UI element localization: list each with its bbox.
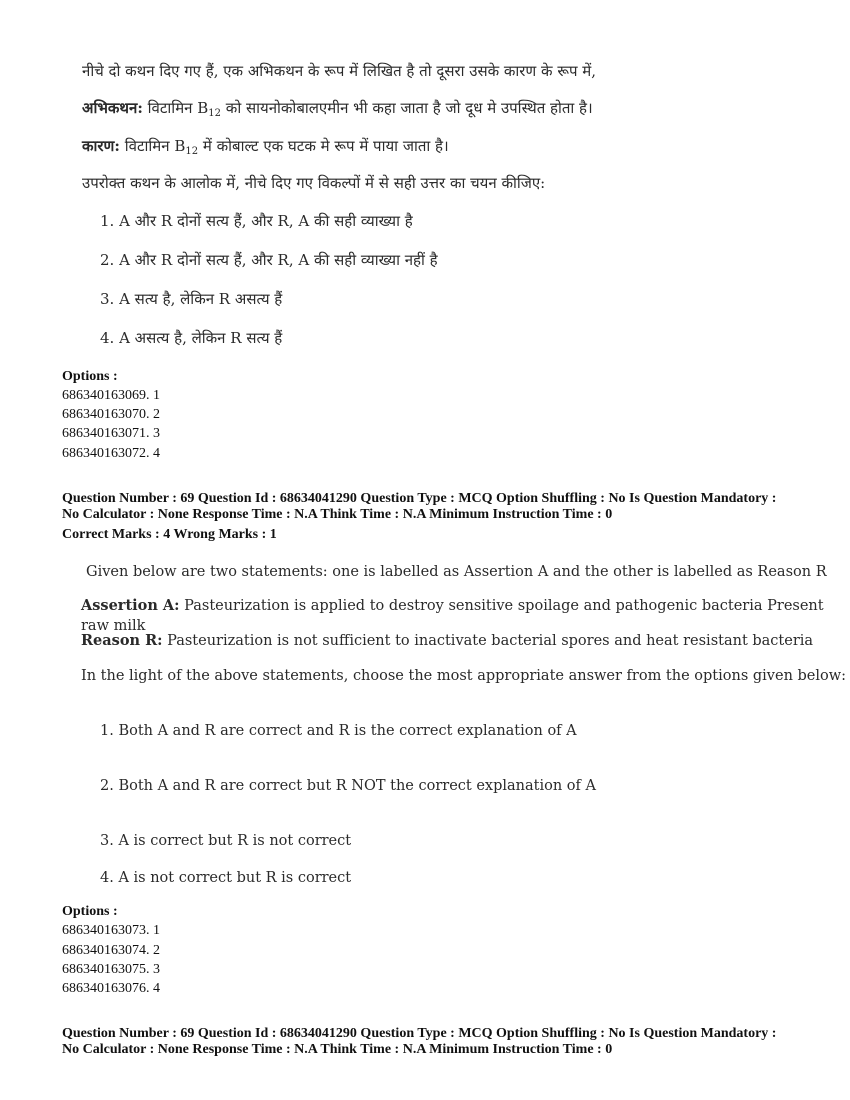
meta-line-1: Question Number : 69 Question Id : 68634041290 Question Type : MCQ Option Shuffling : No Is Question Mandatory : [62,1026,777,1041]
hindi-reason-label: कारण: [82,137,120,155]
english-choice-1: 1. Both A and R are correct and R is the correct explanation of A [100,723,577,739]
english-choice-2: 2. Both A and R are correct but R NOT the correct explanation of A [100,778,596,794]
hindi-assertion-post: को सायनोकोबालएमीन भी कहा जाता है जो दूध मे उपस्थित होता है। [221,99,593,117]
hindi-assertion-pre: विटामिन B [147,99,209,117]
hindi-reason-post: में कोबाल्ट एक घटक मे रूप में पाया जाता है। [198,137,449,155]
options-label-1: Options : [62,369,118,384]
english-reason-label: Reason R: [81,632,163,649]
meta-line-2: No Calculator : None Response Time : N.A Think Time : N.A Minimum Instruction Time : 0 [62,507,613,522]
option-item: 686340163071. 3 [62,426,160,441]
hindi-reason [82,136,449,162]
english-instruction: In the light of the above statements, choose the most appropriate answer from the options given below: [81,668,847,684]
english-reason-text: Pasteurization is not sufficient to inactivate bacterial spores and heat resistant bacteria [162,633,814,649]
hindi-choice-4: 4. A असत्य है, लेकिन R सत्य हैं [100,329,283,347]
english-assertion [81,596,850,636]
option-item: 686340163073. 1 [62,923,160,938]
hindi-choice-2: 2. A और R दोनों सत्य हैं, और R, A की सही व्याख्या नहीं है [100,251,438,269]
english-assertion-text: Pasteurization is applied to destroy sensitive spoilage and pathogenic bacteria Present raw milk [81,598,824,634]
hindi-reason-sub: 12 [185,146,199,157]
option-item: 686340163076. 4 [62,981,160,996]
hindi-assertion-sub: 12 [208,108,222,119]
option-item: 686340163070. 2 [62,407,160,422]
english-intro: Given below are two statements: one is labelled as Assertion A and the other is labelled as Reason R [86,564,827,580]
option-item: 686340163072. 4 [62,446,160,461]
english-choice-3: 3. A is correct but R is not correct [100,833,352,849]
option-item: 686340163075. 3 [62,962,160,977]
english-choice-4: 4. A is not correct but R is correct [100,870,352,886]
options-label-2: Options : [62,904,118,919]
hindi-instruction: उपरोक्त कथन के आलोक में, नीचे दिए गए विकल्पों में से सही उत्तर का चयन कीजिए: [82,174,546,192]
hindi-assertion-label: अभिकथन: [82,99,143,117]
option-item: 686340163069. 1 [62,388,160,403]
hindi-choice-1: 1. A और R दोनों सत्य हैं, और R, A की सही व्याख्या है [100,212,413,230]
meta-line-2: No Calculator : None Response Time : N.A Think Time : N.A Minimum Instruction Time : 0 [62,1042,613,1057]
hindi-intro: नीचे दो कथन दिए गए हैं, एक अभिकथन के रूप में लिखित है तो दूसरा उसके कारण के रूप में, [82,62,597,80]
english-assertion-label: Assertion A: [81,597,180,614]
english-reason [81,631,813,651]
hindi-assertion [82,98,593,124]
marks-line: Correct Marks : 4 Wrong Marks : 1 [62,527,277,542]
meta-line-1: Question Number : 69 Question Id : 68634041290 Question Type : MCQ Option Shuffling : No Is Question Mandatory : [62,491,777,506]
hindi-reason-pre: विटामिन B [124,137,186,155]
hindi-choice-3: 3. A सत्य है, लेकिन R असत्य हैं [100,290,283,308]
option-item: 686340163074. 2 [62,943,160,958]
